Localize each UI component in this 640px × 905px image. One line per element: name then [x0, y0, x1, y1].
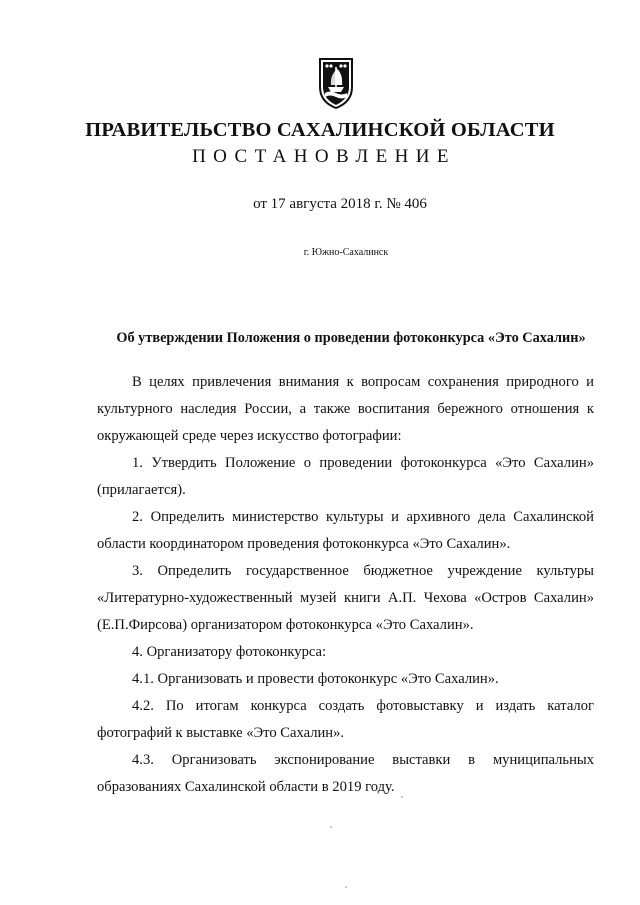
- scan-speck: [401, 796, 403, 798]
- clause-4: 4. Организатору фотоконкурса:: [132, 644, 327, 660]
- document-type: ПОСТАНОВЛЕНИЕ: [192, 146, 456, 167]
- clause-4-2: 4.2. По итогам конкурса создать фотовыставку и издать каталог фотографий к выставке «Это Сахалин».: [97, 698, 594, 741]
- document-city: г. Южно-Сахалинск: [303, 247, 389, 258]
- scan-speck: [330, 826, 332, 828]
- scan-speck: [345, 886, 347, 888]
- preamble-paragraph: В целях привлечения внимания к вопросам сохранения природного и культурного наследия России, а также воспитания бережного отношения к окружающей среде через искусство фотографии:: [97, 374, 594, 444]
- document-title: Об утверждении Положения о проведении фотоконкурса «Это Сахалин»: [116, 330, 586, 346]
- sakhalin-coat-of-arms-icon: [318, 57, 354, 109]
- clause-1: 1. Утвердить Положение о проведении фотоконкурса «Это Сахалин» (прилагается).: [97, 455, 594, 498]
- organization-name: ПРАВИТЕЛЬСТВО САХАЛИНСКОЙ ОБЛАСТИ: [85, 119, 555, 141]
- clause-2: 2. Определить министерство культуры и архивного дела Сахалинской области координатором проведения фотоконкурса «Это Сахалин».: [97, 509, 594, 552]
- clause-3: 3. Определить государственное бюджетное учреждение культуры «Литературно-художественный музей книги А.П. Чехова «Остров Сахалин» (Е.П.Фирсова) организатором фотоконкурса «Это Сахалин».: [97, 563, 594, 633]
- document-date-number: от 17 августа 2018 г. № 406: [253, 196, 427, 212]
- clause-4-3: 4.3. Организовать экспонирование выставки в муниципальных образованиях Сахалинской области в 2019 году.: [97, 752, 594, 795]
- clause-4-1: 4.1. Организовать и провести фотоконкурс «Это Сахалин».: [132, 671, 499, 687]
- document-body: [97, 369, 594, 801]
